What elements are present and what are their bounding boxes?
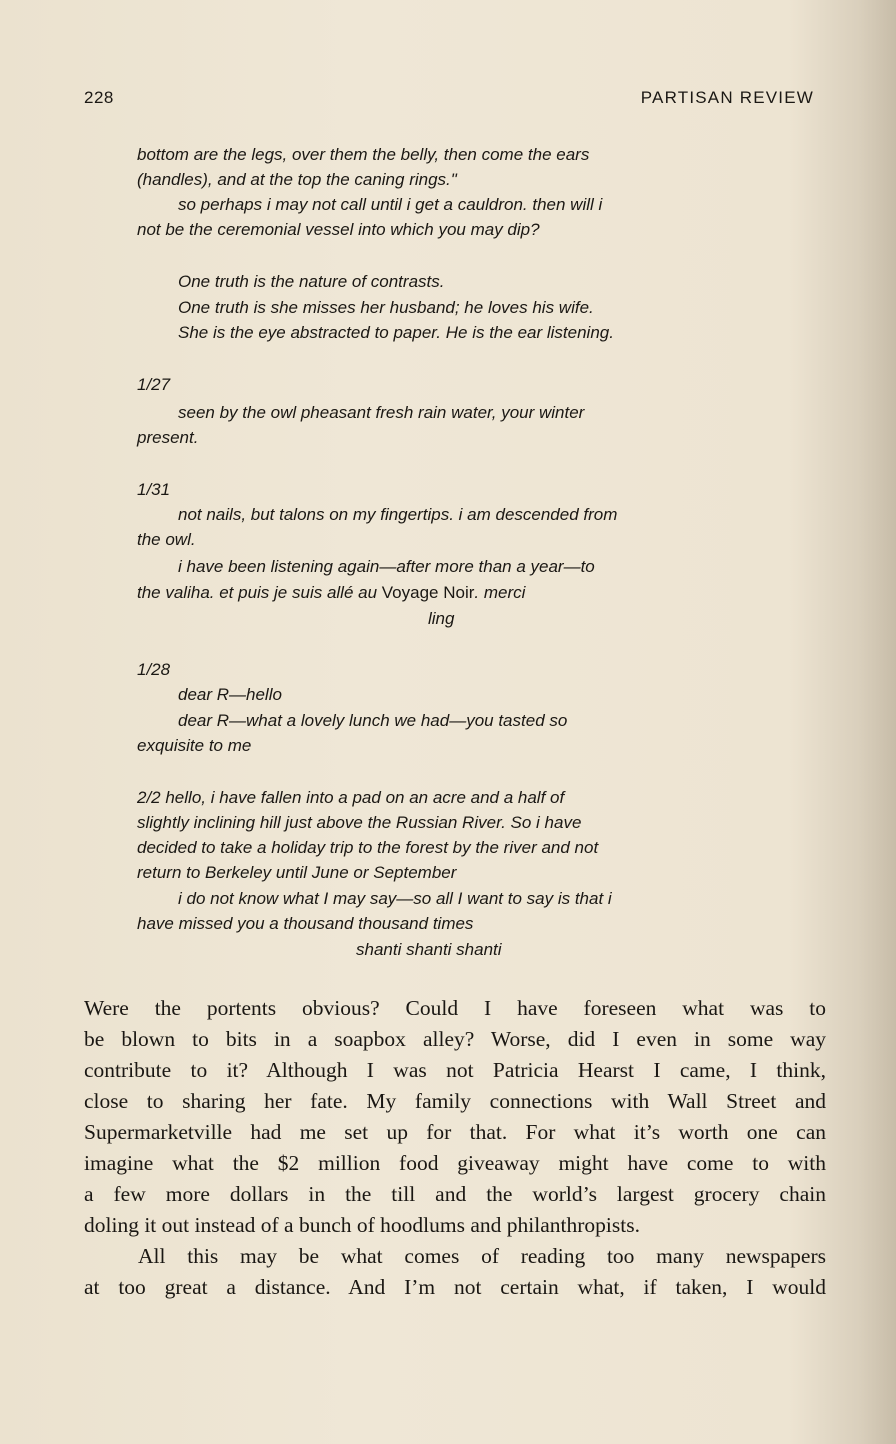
poem-line: have missed you a thousand thousand times [137, 914, 474, 933]
poem-line: i do not know what I may say—so all I want to say is that i [178, 889, 612, 908]
poem-line: so perhaps i may not call until i get a cauldron. then will i [178, 195, 603, 214]
poem-line: i have been listening again—after more than a year—to [178, 557, 595, 576]
journal-date: 1/27 [137, 375, 171, 394]
prose-line: Supermarketville had me set up for that. For what it’s worth one can [84, 1120, 826, 1144]
poem-line: bottom are the legs, over them the belly, then come the ears [137, 145, 590, 164]
prose-line: be blown to bits in a soapbox alley? Worse, did I even in some way [84, 1027, 826, 1051]
poem-line: shanti shanti shanti [356, 940, 502, 959]
prose-line: All this may be what comes of reading too many newspapers [138, 1244, 826, 1268]
poem-line: the owl. [137, 530, 196, 549]
prose-line: close to sharing her fate. My family connections with Wall Street and [84, 1089, 826, 1113]
running-header [84, 88, 814, 112]
prose-line: imagine what the $2 million food giveaway might have come to with [84, 1151, 826, 1175]
poem-line: One truth is she misses her husband; he loves his wife. [178, 298, 594, 317]
prose-paragraph [84, 1241, 826, 1303]
poem-line: not be the ceremonial vessel into which you may dip? [137, 220, 540, 239]
prose-line: doling it out instead of a bunch of hoodlums and philanthropists. [84, 1213, 640, 1237]
poem-line: (handles), and at the top the caning rings." [137, 170, 457, 189]
prose-line: contribute to it? Although I was not Patricia Hearst I came, I think, [84, 1058, 826, 1082]
poem-line: not nails, but talons on my fingertips. i am descended from [178, 505, 618, 524]
poem-line: present. [137, 428, 199, 447]
poem-line: slightly inclining hill just above the Russian River. So i have [137, 813, 582, 832]
poem-line: exquisite to me [137, 736, 252, 755]
poem-line: She is the eye abstracted to paper. He is the ear listening. [178, 323, 614, 342]
prose-line: at too great a distance. And I’m not certain what, if taken, I would [84, 1275, 826, 1299]
poem-line: decided to take a holiday trip to the forest by the river and not [137, 838, 599, 857]
roman-title: Voyage Noir [381, 583, 475, 602]
poem-line: 2/2 hello, i have fallen into a pad on an acre and a half of [137, 788, 565, 807]
running-title: PARTISAN REVIEW [640, 88, 814, 107]
poem-line: One truth is the nature of contrasts. [178, 272, 445, 291]
poem-line: dear R—what a lovely lunch we had—you tasted so [178, 711, 568, 730]
poem-line: ling [428, 609, 455, 628]
poem-line: seen by the owl pheasant fresh rain water, your winter [178, 403, 585, 422]
prose-paragraph [84, 993, 826, 1241]
poem-line: dear R—hello [178, 685, 282, 704]
poem-line [137, 581, 525, 605]
journal-date: 1/31 [137, 480, 171, 499]
prose-line: Were the portents obvious? Could I have foreseen what was to [84, 996, 826, 1020]
poem-text: the valiha. et puis je suis allé au [137, 583, 378, 602]
journal-date: 1/28 [137, 660, 171, 679]
poem-line: return to Berkeley until June or September [137, 863, 457, 882]
prose-line: a few more dollars in the till and the world’s largest grocery chain [84, 1182, 826, 1206]
page-number: 228 [84, 88, 114, 107]
poem-text: . merci [474, 583, 526, 602]
